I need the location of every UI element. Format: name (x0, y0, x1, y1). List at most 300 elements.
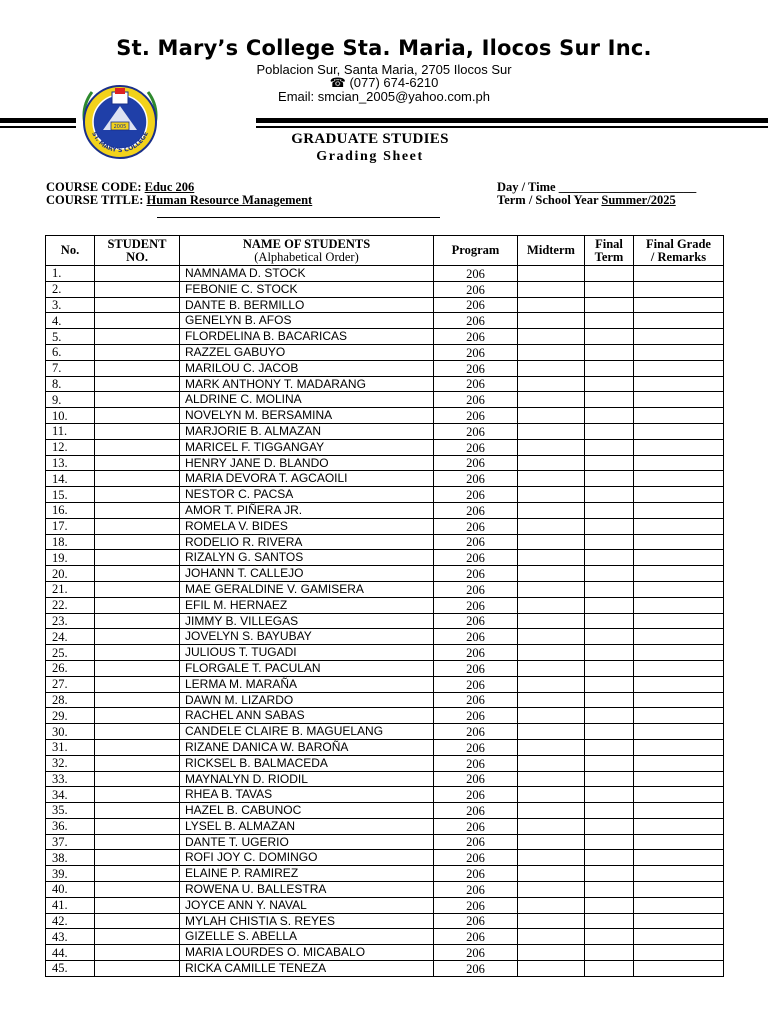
midterm-grade-cell (518, 882, 585, 898)
student-name: RODELIO R. RIVERA (180, 534, 434, 550)
row-number: 28. (46, 692, 95, 708)
midterm-grade-cell (518, 471, 585, 487)
table-row (46, 945, 724, 961)
final-grade-remarks-cell (634, 344, 724, 360)
student-name: JOHANN T. CALLEJO (180, 566, 434, 582)
student-name: AMOR T. PIÑERA JR. (180, 502, 434, 518)
row-number: 24. (46, 629, 95, 645)
final-term-grade-cell (585, 882, 634, 898)
final-term-grade-cell (585, 297, 634, 313)
student-no-cell (95, 897, 180, 913)
final-grade-remarks-cell (634, 692, 724, 708)
final-term-grade-cell (585, 803, 634, 819)
student-name: DANTE T. UGERIO (180, 834, 434, 850)
final-term-grade-cell (585, 834, 634, 850)
row-number: 14. (46, 471, 95, 487)
program-cell: 206 (434, 787, 518, 803)
final-grade-remarks-cell (634, 834, 724, 850)
student-name: GENELYN B. AFOS (180, 313, 434, 329)
student-no-cell (95, 818, 180, 834)
final-grade-remarks-cell (634, 787, 724, 803)
program-cell: 206 (434, 534, 518, 550)
midterm-grade-cell (518, 660, 585, 676)
final-term-grade-cell (585, 629, 634, 645)
student-no-cell (95, 376, 180, 392)
final-term-grade-cell (585, 266, 634, 282)
table-row (46, 961, 724, 977)
final-term-grade-cell (585, 676, 634, 692)
midterm-grade-cell (518, 692, 585, 708)
program-cell: 206 (434, 629, 518, 645)
row-number: 3. (46, 297, 95, 313)
midterm-grade-cell (518, 329, 585, 345)
program-cell: 206 (434, 408, 518, 424)
final-term-grade-cell (585, 660, 634, 676)
program-cell: 206 (434, 708, 518, 724)
final-grade-remarks-cell (634, 660, 724, 676)
student-no-cell (95, 913, 180, 929)
student-name: JOYCE ANN Y. NAVAL (180, 897, 434, 913)
program-cell: 206 (434, 376, 518, 392)
final-grade-remarks-cell (634, 408, 724, 424)
table-row (46, 597, 724, 613)
student-name: DANTE B. BERMILLO (180, 297, 434, 313)
final-term-grade-cell (585, 866, 634, 882)
final-term-grade-cell (585, 613, 634, 629)
program-cell: 206 (434, 392, 518, 408)
student-name: RAZZEL GABUYO (180, 344, 434, 360)
final-grade-remarks-cell (634, 534, 724, 550)
row-number: 30. (46, 724, 95, 740)
final-grade-remarks-cell (634, 392, 724, 408)
student-no-cell (95, 961, 180, 977)
final-term-grade-cell (585, 929, 634, 945)
program-cell: 206 (434, 660, 518, 676)
document-subtitle: Grading Sheet (316, 149, 424, 164)
student-no-cell (95, 660, 180, 676)
course-code-label: COURSE CODE: (46, 180, 145, 194)
student-name: DAWN M. LIZARDO (180, 692, 434, 708)
student-no-cell (95, 360, 180, 376)
final-grade-remarks-cell (634, 597, 724, 613)
midterm-grade-cell (518, 344, 585, 360)
table-row (46, 408, 724, 424)
final-grade-remarks-cell (634, 929, 724, 945)
program-cell: 206 (434, 344, 518, 360)
row-number: 11. (46, 423, 95, 439)
midterm-grade-cell (518, 834, 585, 850)
midterm-grade-cell (518, 566, 585, 582)
col-header-final-grade: Final Grade / Remarks (634, 236, 724, 266)
final-grade-remarks-cell (634, 518, 724, 534)
midterm-grade-cell (518, 708, 585, 724)
table-row (46, 423, 724, 439)
row-number: 43. (46, 929, 95, 945)
row-number: 20. (46, 566, 95, 582)
row-number: 12. (46, 439, 95, 455)
college-email: Email: smcian_2005@yahoo.com.ph (278, 89, 490, 104)
student-name: GIZELLE S. ABELLA (180, 929, 434, 945)
final-term-grade-cell (585, 518, 634, 534)
student-no-cell (95, 423, 180, 439)
row-number: 19. (46, 550, 95, 566)
term-label: Term / School Year (497, 193, 602, 207)
table-row (46, 518, 724, 534)
final-grade-remarks-cell (634, 313, 724, 329)
final-grade-remarks-cell (634, 266, 724, 282)
term-school-year (497, 193, 676, 207)
table-row (46, 724, 724, 740)
final-term-grade-cell (585, 913, 634, 929)
student-no-cell (95, 629, 180, 645)
final-term-grade-cell (585, 439, 634, 455)
table-row (46, 929, 724, 945)
program-cell: 206 (434, 645, 518, 661)
final-term-grade-cell (585, 550, 634, 566)
student-name: MARJORIE B. ALMAZAN (180, 423, 434, 439)
final-grade-remarks-cell (634, 550, 724, 566)
row-number: 9. (46, 392, 95, 408)
table-row (46, 660, 724, 676)
student-name: ROWENA U. BALLESTRA (180, 882, 434, 898)
row-number: 39. (46, 866, 95, 882)
table-header-row (46, 236, 724, 266)
midterm-grade-cell (518, 455, 585, 471)
midterm-grade-cell (518, 408, 585, 424)
program-cell: 206 (434, 834, 518, 850)
midterm-grade-cell (518, 313, 585, 329)
college-address: Poblacion Sur, Santa Maria, 2705 Ilocos Sur (256, 62, 512, 77)
row-number: 26. (46, 660, 95, 676)
table-row (46, 376, 724, 392)
midterm-grade-cell (518, 929, 585, 945)
student-name: CANDELE CLAIRE B. MAGUELANG (180, 724, 434, 740)
row-number: 31. (46, 739, 95, 755)
table-row (46, 297, 724, 313)
table-row (46, 344, 724, 360)
final-grade-remarks-cell (634, 281, 724, 297)
table-row (46, 692, 724, 708)
student-no-cell (95, 613, 180, 629)
midterm-grade-cell (518, 961, 585, 977)
program-cell: 206 (434, 961, 518, 977)
row-number: 17. (46, 518, 95, 534)
final-grade-remarks-cell (634, 803, 724, 819)
final-term-grade-cell (585, 945, 634, 961)
program-cell: 206 (434, 313, 518, 329)
midterm-grade-cell (518, 866, 585, 882)
row-number: 23. (46, 613, 95, 629)
program-cell: 206 (434, 502, 518, 518)
final-grade-remarks-cell (634, 724, 724, 740)
program-cell: 206 (434, 360, 518, 376)
student-name: HAZEL B. CABUNOC (180, 803, 434, 819)
course-code (46, 180, 194, 194)
table-row (46, 803, 724, 819)
final-term-grade-cell (585, 344, 634, 360)
final-term-grade-cell (585, 455, 634, 471)
table-row (46, 266, 724, 282)
student-name: RACHEL ANN SABAS (180, 708, 434, 724)
final-term-grade-cell (585, 313, 634, 329)
program-cell: 206 (434, 724, 518, 740)
row-number: 32. (46, 755, 95, 771)
student-name: RIZANE DANICA W. BAROÑA (180, 739, 434, 755)
student-no-cell (95, 518, 180, 534)
table-row (46, 329, 724, 345)
grades-table (45, 235, 724, 977)
course-title-label: COURSE TITLE: (46, 193, 147, 207)
final-grade-remarks-cell (634, 581, 724, 597)
student-name: JIMMY B. VILLEGAS (180, 613, 434, 629)
table-row (46, 487, 724, 503)
final-term-grade-cell (585, 376, 634, 392)
student-no-cell (95, 724, 180, 740)
midterm-grade-cell (518, 739, 585, 755)
final-grade-remarks-cell (634, 897, 724, 913)
student-name: MARK ANTHONY T. MADARANG (180, 376, 434, 392)
student-name: RICKA CAMILLE TENEZA (180, 961, 434, 977)
table-row (46, 755, 724, 771)
row-number: 37. (46, 834, 95, 850)
student-no-cell (95, 439, 180, 455)
student-name: EFIL M. HERNAEZ (180, 597, 434, 613)
student-name: LYSEL B. ALMAZAN (180, 818, 434, 834)
student-no-cell (95, 929, 180, 945)
final-term-grade-cell (585, 897, 634, 913)
final-grade-remarks-cell (634, 913, 724, 929)
term-value: Summer/2025 (601, 193, 676, 207)
table-row (46, 550, 724, 566)
final-term-grade-cell (585, 360, 634, 376)
final-grade-remarks-cell (634, 629, 724, 645)
program-cell: 206 (434, 945, 518, 961)
final-term-grade-cell (585, 423, 634, 439)
table-row (46, 613, 724, 629)
student-name: MARILOU C. JACOB (180, 360, 434, 376)
table-row (46, 897, 724, 913)
final-term-grade-cell (585, 739, 634, 755)
student-name: FLORDELINA B. BACARICAS (180, 329, 434, 345)
course-title (46, 193, 312, 207)
final-grade-remarks-cell (634, 487, 724, 503)
midterm-grade-cell (518, 850, 585, 866)
student-name: ROMELA V. BIDES (180, 518, 434, 534)
student-no-cell (95, 645, 180, 661)
program-cell: 206 (434, 803, 518, 819)
student-name: MARICEL F. TIGGANGAY (180, 439, 434, 455)
midterm-grade-cell (518, 281, 585, 297)
table-row (46, 313, 724, 329)
program-cell: 206 (434, 739, 518, 755)
row-number: 42. (46, 913, 95, 929)
final-grade-remarks-cell (634, 882, 724, 898)
table-row (46, 471, 724, 487)
midterm-grade-cell (518, 597, 585, 613)
table-row (46, 676, 724, 692)
student-no-cell (95, 597, 180, 613)
grades-table-body (46, 266, 724, 977)
final-term-grade-cell (585, 755, 634, 771)
final-term-grade-cell (585, 487, 634, 503)
program-cell: 206 (434, 897, 518, 913)
student-name: RIZALYN G. SANTOS (180, 550, 434, 566)
student-no-cell (95, 344, 180, 360)
student-no-cell (95, 882, 180, 898)
program-cell: 206 (434, 755, 518, 771)
student-no-cell (95, 502, 180, 518)
student-name: MARIA LOURDES O. MICABALO (180, 945, 434, 961)
final-grade-remarks-cell (634, 755, 724, 771)
final-term-grade-cell (585, 818, 634, 834)
table-row (46, 913, 724, 929)
student-name: NESTOR C. PACSA (180, 487, 434, 503)
midterm-grade-cell (518, 550, 585, 566)
row-number: 41. (46, 897, 95, 913)
final-term-grade-cell (585, 281, 634, 297)
final-grade-remarks-cell (634, 471, 724, 487)
day-time-field: Day / Time ______________________ (497, 180, 697, 194)
midterm-grade-cell (518, 376, 585, 392)
row-number: 44. (46, 945, 95, 961)
final-grade-remarks-cell (634, 360, 724, 376)
col-header-name: NAME OF STUDENTS (Alphabetical Order) (180, 236, 434, 266)
student-name: MYLAH CHISTIA S. REYES (180, 913, 434, 929)
student-no-cell (95, 850, 180, 866)
final-grade-remarks-cell (634, 645, 724, 661)
final-term-grade-cell (585, 392, 634, 408)
table-row (46, 566, 724, 582)
table-row (46, 581, 724, 597)
col-header-final-term: Final Term (585, 236, 634, 266)
college-phone: ☎ (077) 674-6210 (329, 75, 439, 90)
final-grade-remarks-cell (634, 566, 724, 582)
student-no-cell (95, 313, 180, 329)
row-number: 15. (46, 487, 95, 503)
student-name: HENRY JANE D. BLANDO (180, 455, 434, 471)
final-grade-remarks-cell (634, 708, 724, 724)
student-no-cell (95, 755, 180, 771)
student-no-cell (95, 487, 180, 503)
student-no-cell (95, 739, 180, 755)
student-no-cell (95, 834, 180, 850)
student-name: ELAINE P. RAMIREZ (180, 866, 434, 882)
program-cell: 206 (434, 439, 518, 455)
program-cell: 206 (434, 913, 518, 929)
midterm-grade-cell (518, 724, 585, 740)
student-name: NOVELYN M. BERSAMINA (180, 408, 434, 424)
final-term-grade-cell (585, 329, 634, 345)
col-header-student-no: STUDENT NO. (95, 236, 180, 266)
midterm-grade-cell (518, 266, 585, 282)
row-number: 1. (46, 266, 95, 282)
row-number: 27. (46, 676, 95, 692)
row-number: 7. (46, 360, 95, 376)
midterm-grade-cell (518, 787, 585, 803)
final-grade-remarks-cell (634, 945, 724, 961)
row-number: 29. (46, 708, 95, 724)
midterm-grade-cell (518, 771, 585, 787)
student-name: JULIOUS T. TUGADI (180, 645, 434, 661)
row-number: 25. (46, 645, 95, 661)
midterm-grade-cell (518, 581, 585, 597)
student-no-cell (95, 581, 180, 597)
student-no-cell (95, 392, 180, 408)
table-row (46, 866, 724, 882)
midterm-grade-cell (518, 439, 585, 455)
student-name: ROFI JOY C. DOMINGO (180, 850, 434, 866)
svg-text:ST. MARY'S COLLEGE: ST. MARY'S COLLEGE (90, 130, 150, 155)
row-number: 21. (46, 581, 95, 597)
final-grade-remarks-cell (634, 329, 724, 345)
row-number: 33. (46, 771, 95, 787)
table-row (46, 455, 724, 471)
row-number: 18. (46, 534, 95, 550)
final-grade-remarks-cell (634, 961, 724, 977)
table-row (46, 850, 724, 866)
row-number: 40. (46, 882, 95, 898)
final-term-grade-cell (585, 771, 634, 787)
row-number: 45. (46, 961, 95, 977)
midterm-grade-cell (518, 423, 585, 439)
final-grade-remarks-cell (634, 376, 724, 392)
table-row (46, 834, 724, 850)
student-name: MAYNALYN D. RIODIL (180, 771, 434, 787)
final-grade-remarks-cell (634, 850, 724, 866)
midterm-grade-cell (518, 487, 585, 503)
final-grade-remarks-cell (634, 297, 724, 313)
midterm-grade-cell (518, 613, 585, 629)
table-row (46, 882, 724, 898)
svg-text:2005: 2005 (113, 124, 127, 130)
student-name: LERMA M. MARAÑA (180, 676, 434, 692)
table-row (46, 708, 724, 724)
final-grade-remarks-cell (634, 439, 724, 455)
student-name: FEBONIE C. STOCK (180, 281, 434, 297)
student-no-cell (95, 329, 180, 345)
row-number: 36. (46, 818, 95, 834)
student-name: FLORGALE T. PACULAN (180, 660, 434, 676)
row-number: 34. (46, 787, 95, 803)
final-term-grade-cell (585, 708, 634, 724)
program-cell: 206 (434, 266, 518, 282)
row-number: 22. (46, 597, 95, 613)
table-row (46, 392, 724, 408)
table-row (46, 645, 724, 661)
row-number: 2. (46, 281, 95, 297)
student-name: ALDRINE C. MOLINA (180, 392, 434, 408)
student-no-cell (95, 550, 180, 566)
midterm-grade-cell (518, 645, 585, 661)
student-no-cell (95, 281, 180, 297)
col-header-no: No. (46, 236, 95, 266)
row-number: 10. (46, 408, 95, 424)
final-term-grade-cell (585, 502, 634, 518)
program-cell: 206 (434, 487, 518, 503)
final-grade-remarks-cell (634, 771, 724, 787)
blank-signature-line (157, 217, 440, 218)
row-number: 6. (46, 344, 95, 360)
midterm-grade-cell (518, 629, 585, 645)
student-no-cell (95, 534, 180, 550)
table-row (46, 502, 724, 518)
program-cell: 206 (434, 676, 518, 692)
program-cell: 206 (434, 818, 518, 834)
college-name: St. Mary’s College Sta. Maria, Ilocos Sur Inc. (116, 36, 652, 60)
row-number: 5. (46, 329, 95, 345)
final-term-grade-cell (585, 787, 634, 803)
student-no-cell (95, 708, 180, 724)
